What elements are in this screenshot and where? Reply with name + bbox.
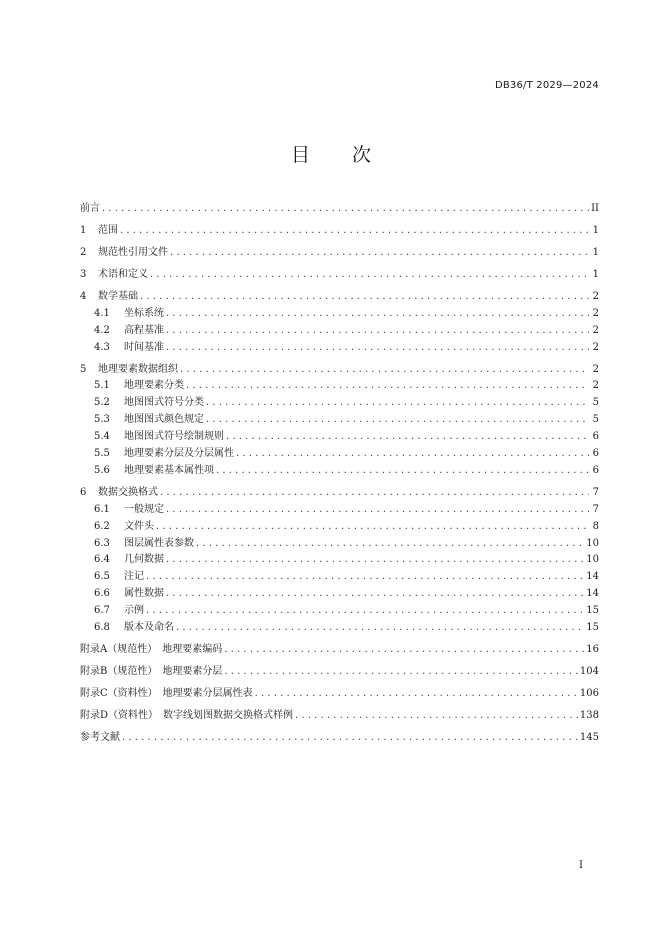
toc-entry[interactable] [80, 378, 599, 395]
toc-entry-page: 2 [592, 380, 599, 392]
toc-entry[interactable] [80, 412, 599, 429]
toc-entry-page: 7 [592, 503, 599, 515]
toc-entry-page: 6 [592, 448, 599, 460]
toc-entry[interactable] [80, 201, 599, 218]
toc-dot-leader [170, 245, 589, 262]
toc-entry-label: 地理要素基本属性项 [124, 464, 214, 476]
toc-entry[interactable] [80, 289, 599, 306]
toc-entry-number: 6.4 [94, 554, 110, 566]
toc-entry-number: 6.6 [94, 588, 110, 600]
toc-entry-label: 图层属性表参数 [124, 537, 194, 549]
toc-entry-label: 术语和定义 [98, 268, 148, 280]
toc-entry-label: 地理要素数据组织 [98, 363, 178, 375]
toc-entry-label: 坐标系统 [124, 307, 164, 319]
toc-entry-page: 1 [592, 246, 599, 258]
toc-entry-page: 2 [592, 290, 599, 302]
toc-entry-page: 15 [586, 622, 599, 634]
toc-entry-label: 附录D（资料性） 数字线划图数据交换格式样例 [80, 709, 294, 721]
toc-dot-leader [120, 223, 589, 240]
toc-entry-label: 范围 [98, 224, 118, 236]
toc-entry-label: 一般规定 [124, 503, 164, 515]
toc-entry-number: 4.3 [94, 341, 110, 353]
toc-entry-page: II [591, 203, 599, 214]
title-char-right: 次 [352, 144, 372, 166]
toc-entry[interactable] [80, 552, 599, 569]
toc-dot-leader [180, 362, 589, 379]
toc-entry[interactable] [80, 536, 599, 553]
toc-entry-label: 规范性引用文件 [98, 246, 168, 258]
toc-entry[interactable] [80, 502, 599, 519]
toc-entry[interactable] [80, 267, 599, 284]
toc-dot-leader [166, 340, 589, 357]
toc-dot-leader [295, 708, 578, 725]
toc-entry-number: 6.7 [94, 605, 110, 617]
toc-entry[interactable] [80, 340, 599, 357]
toc-entry[interactable] [80, 223, 599, 240]
toc-entry-page: 5 [592, 397, 599, 409]
toc-dot-leader [176, 620, 584, 637]
toc-entry-number: 6 [80, 486, 87, 498]
toc-entry-page: 14 [586, 588, 599, 600]
toc-entry-number: 5.2 [94, 397, 110, 409]
toc-entry[interactable] [80, 620, 599, 637]
toc-entry-page: 6 [592, 431, 599, 443]
toc-dot-leader [255, 686, 578, 703]
toc-entry-number: 5.5 [94, 448, 110, 460]
toc-dot-leader [196, 536, 584, 553]
toc-entry[interactable] [80, 245, 599, 262]
toc-entry-label: 前言 [80, 203, 100, 214]
toc-entry-label: 示例 [124, 605, 144, 617]
toc-dot-leader [226, 429, 589, 446]
toc-entry-label: 高程基准 [124, 324, 164, 336]
toc-entry[interactable] [80, 395, 599, 412]
toc-entry[interactable] [80, 686, 599, 703]
page-title [0, 140, 662, 167]
toc-entry-page: 15 [586, 605, 599, 617]
toc-entry[interactable] [80, 306, 599, 323]
toc-entry-number: 5.3 [94, 414, 110, 426]
toc-dot-leader [122, 730, 578, 747]
toc-entry-page: 6 [592, 464, 599, 476]
toc-entry[interactable] [80, 569, 599, 586]
toc-entry-page: 2 [592, 363, 599, 375]
toc-dot-leader [186, 378, 589, 395]
toc-entry-number: 1 [80, 224, 87, 236]
toc-entry-number: 6.2 [94, 520, 110, 532]
toc-entry[interactable] [80, 603, 599, 620]
toc-entry-page: 2 [592, 307, 599, 319]
toc-entry-label: 地理要素分层及分层属性 [124, 448, 234, 460]
toc-entry-label: 文件头 [124, 520, 154, 532]
toc-entry-label: 附录A（规范性） 地理要素编码 [80, 644, 223, 656]
toc-entry-page: 2 [592, 324, 599, 336]
toc-entry-label: 参考文献 [80, 731, 120, 743]
toc-entry[interactable] [80, 586, 599, 603]
toc-dot-leader [166, 552, 584, 569]
toc-dot-leader [216, 463, 589, 480]
toc-dot-leader [224, 642, 584, 659]
toc-entry-page: 1 [592, 268, 599, 280]
toc-entry-page: 145 [579, 731, 599, 743]
toc-entry[interactable] [80, 429, 599, 446]
toc-dot-leader [236, 446, 589, 463]
toc-dot-leader [146, 569, 584, 586]
toc-entry-number: 5.1 [94, 380, 110, 392]
toc-entry-label: 版本及命名 [124, 622, 174, 634]
toc-entry[interactable] [80, 362, 599, 379]
toc-entry-number: 4.2 [94, 324, 110, 336]
toc-entry-page: 10 [586, 537, 599, 549]
toc-entry-label: 地图图式符号分类 [124, 397, 204, 409]
toc-dot-leader [206, 412, 589, 429]
page-number: I [579, 860, 583, 871]
toc-dot-leader [140, 289, 589, 306]
toc-entry-page: 8 [592, 520, 599, 532]
table-of-contents [80, 201, 599, 747]
toc-entry-label: 地理要素分类 [124, 380, 184, 392]
toc-dot-leader [166, 502, 589, 519]
toc-entry-page: 2 [592, 341, 599, 353]
toc-entry-number: 5 [80, 363, 87, 375]
toc-entry-page: 104 [579, 666, 599, 678]
toc-entry-label: 附录B（规范性） 地理要素分层 [80, 666, 223, 678]
toc-entry-number: 6.8 [94, 622, 110, 634]
toc-entry[interactable] [80, 730, 599, 747]
toc-entry-number: 2 [80, 246, 87, 258]
toc-entry-number: 6.5 [94, 571, 110, 583]
toc-entry-number: 4.1 [94, 307, 110, 319]
toc-entry-number: 5.6 [94, 464, 110, 476]
toc-entry[interactable] [80, 708, 599, 725]
toc-dot-leader [156, 519, 589, 536]
toc-entry-page: 14 [586, 571, 599, 583]
toc-dot-leader [224, 664, 578, 681]
toc-entry[interactable] [80, 664, 599, 681]
toc-entry-number: 5.4 [94, 431, 110, 443]
toc-entry-number: 4 [80, 290, 87, 302]
toc-dot-leader [150, 267, 589, 284]
toc-dot-leader [160, 485, 589, 502]
toc-entry-page: 106 [579, 688, 599, 699]
document-code: DB36/T 2029—2024 [494, 80, 599, 91]
toc-entry-label: 数学基础 [98, 290, 138, 302]
toc-entry-label: 几何数据 [124, 554, 164, 566]
toc-entry[interactable] [80, 519, 599, 536]
toc-dot-leader [166, 306, 589, 323]
toc-entry-label: 地图图式颜色规定 [124, 414, 204, 426]
toc-entry[interactable] [80, 323, 599, 340]
toc-dot-leader [166, 323, 589, 340]
toc-entry-number: 3 [80, 268, 87, 280]
toc-entry-page: 16 [586, 644, 599, 656]
toc-entry-page: 7 [592, 486, 599, 498]
toc-entry-label: 注记 [124, 571, 144, 583]
toc-dot-leader [166, 586, 584, 603]
toc-entry-label: 附录C（资料性） 地理要素分层属性表 [80, 688, 253, 699]
toc-entry[interactable] [80, 485, 599, 502]
toc-entry[interactable] [80, 642, 599, 659]
toc-entry-number: 6.3 [94, 537, 110, 549]
toc-entry-label: 数据交换格式 [98, 486, 158, 498]
toc-entry-label: 属性数据 [124, 588, 164, 600]
toc-entry-label: 地图图式符号绘制规则 [124, 431, 224, 443]
toc-entry-number: 6.1 [94, 503, 110, 515]
title-char-left: 目 [290, 144, 310, 166]
toc-entry[interactable] [80, 446, 599, 463]
toc-dot-leader [206, 395, 589, 412]
toc-dot-leader [102, 201, 589, 218]
toc-entry-page: 10 [586, 554, 599, 566]
toc-dot-leader [146, 603, 584, 620]
toc-entry-page: 138 [579, 709, 599, 721]
toc-entry-label: 时间基准 [124, 341, 164, 353]
toc-entry[interactable] [80, 463, 599, 480]
toc-entry-page: 1 [592, 224, 599, 236]
toc-entry-page: 5 [592, 414, 599, 426]
